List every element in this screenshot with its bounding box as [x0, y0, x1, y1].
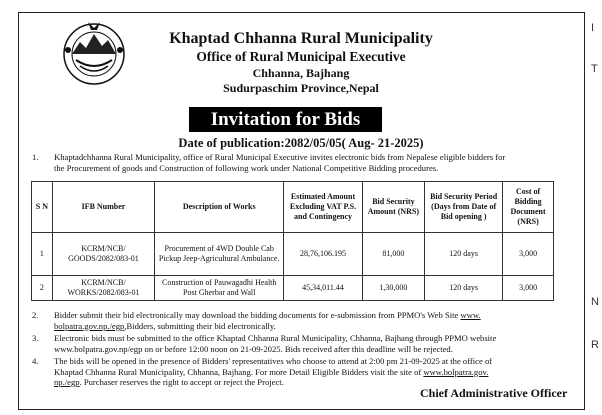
- publication-date: Date of publication:2082/05/05( Aug- 21-2025): [178, 136, 424, 150]
- paragraph-text: ,Bidders, submitting their bid electronically.: [124, 320, 276, 331]
- table-row: [32, 233, 554, 276]
- office-name: Office of Rural Municipal Executive: [196, 49, 406, 64]
- edge-mark: T: [591, 63, 598, 75]
- header-ifb-number: IFB Number: [52, 182, 154, 233]
- header-description: Description of Works: [155, 182, 284, 233]
- paragraph-line: the Procurement of goods and Construction of following work under National Competitive Bidding procedures.: [54, 162, 439, 173]
- bolpatra-link[interactable]: np./egp: [54, 377, 80, 387]
- header-bid-security-period: Bid Security Period (Days from Date of Bid opening ): [425, 182, 503, 233]
- invitation-banner: Invitation for Bids: [189, 107, 382, 132]
- header-bid-security-amount: Bid Security Amount (NRS): [362, 182, 424, 233]
- cell-cost-of-document: 3,000: [503, 276, 554, 301]
- cell-estimated-amount: 28,76,106.195: [284, 233, 362, 276]
- header-cost-of-document: Cost of Bidding Document (NRS): [503, 182, 554, 233]
- cell-bid-security-period: 120 days: [425, 233, 503, 276]
- paragraph-text: Bidder submit their bid electronically may download the bidding documents for e-submission from PPMO's Web Site: [54, 310, 461, 320]
- cell-bid-security-amount: 1,30,000: [362, 276, 424, 301]
- cell-description: Construction of Pauwagadhi Health Post Gherbar and Wall: [155, 276, 284, 301]
- bolpatra-link[interactable]: www.bolpatra.gov.: [423, 366, 489, 377]
- bids-table: [31, 181, 554, 301]
- ppmo-link[interactable]: bolpatra.gov.np./egp: [54, 320, 125, 331]
- table-header-row: [32, 182, 554, 233]
- paragraph-text: Khaptad Chhanna Rural Municipality, Chhanna, Bajhang. For more Detail Eligible Bidders visit the site of: [54, 366, 424, 377]
- header-estimated-amount: Estimated Amount Excluding VAT P.S. and Contingency: [284, 182, 362, 233]
- cell-description: Procurement of 4WD Double Cab Pickup Jeep-Agricultural Ambulance.: [155, 233, 284, 276]
- province: Sudurpaschim Province,Nepal: [223, 81, 379, 95]
- ppmo-link[interactable]: www.: [460, 310, 481, 320]
- paragraph-line: The bids will be opened in the presence of Bidders' representatives who choose to attend at 2:00 pm 21-09-2025 at the office of: [54, 356, 493, 366]
- paragraph-number: 1.: [32, 152, 39, 162]
- edge-mark: I: [591, 22, 595, 34]
- cell-bid-security-amount: 81,000: [362, 233, 424, 276]
- cell-sn: 1: [32, 233, 53, 276]
- edge-mark: R: [591, 339, 599, 351]
- cell-cost-of-document: 3,000: [503, 233, 554, 276]
- paragraph-text: . Purchaser reserves the right to accept or reject the Project.: [79, 377, 284, 387]
- municipality-name: Khaptad Chhanna Rural Municipality: [169, 30, 433, 47]
- cell-ifb-number: KCRM/NCB/ GOODS/2082/083-01: [52, 233, 154, 276]
- paragraph-line: Khaptadchhanna Rural Municipality, office of Rural Municipal Executive invites electronic bids from Nepalese eligible bidders for: [54, 152, 506, 162]
- paragraph-line: Electronic bids must be submitted to the office Khaptad Chhanna Rural Municipality, Chhanna, Bajhang through PPMO website: [54, 333, 497, 343]
- paragraph-number: 3.: [32, 333, 39, 343]
- cell-sn: 2: [32, 276, 53, 301]
- signature: Chief Administrative Officer: [420, 386, 568, 400]
- cell-bid-security-period: 120 days: [425, 276, 503, 301]
- paragraph-number: 2.: [32, 310, 39, 320]
- edge-mark: N: [591, 296, 599, 308]
- cell-estimated-amount: 45,34,011.44: [284, 276, 362, 301]
- table-row: [32, 276, 554, 301]
- paragraph-line: www.bolpatra.gov.np/egp on or before 12:00 noon on 21-09-2025. Bids received after this deadline will be rejected.: [54, 343, 453, 354]
- location: Chhanna, Bajhang: [252, 66, 350, 80]
- cell-ifb-number: KCRM/NCB/ WORKS/2082/083-01: [52, 276, 154, 301]
- header-sn: S N: [32, 182, 53, 233]
- paragraph-number: 4.: [32, 356, 39, 366]
